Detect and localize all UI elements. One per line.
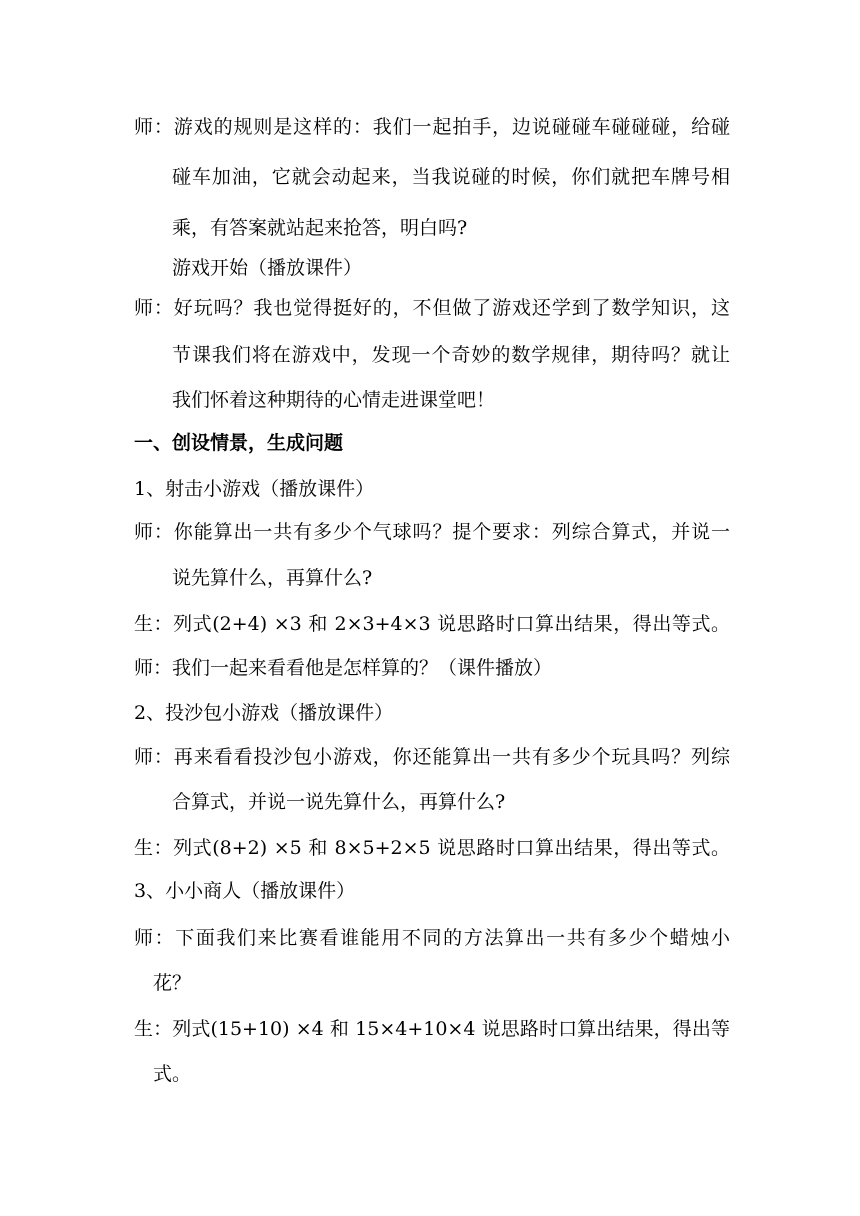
- text-line: [134, 612, 730, 636]
- text-line: 1、射击小游戏（播放课件）: [134, 478, 375, 500]
- text-line: 2、投沙包小游戏（播放课件）: [134, 702, 394, 724]
- text-line-content: 师：你能算出一共有多少个气球吗？提个要求：列综合算式，并说一: [134, 521, 730, 543]
- text-line: 说先算什么，再算什么?: [172, 567, 373, 589]
- text-line: [134, 926, 730, 950]
- text-line-content: 师：好玩吗？我也觉得挺好的，不但做了游戏还学到了数学知识，这: [134, 297, 730, 319]
- text-line-content: 生：列式(2+4) ×3 和 2×3+4×3 说思路时口算出结果，得出等式。: [134, 613, 730, 635]
- text-line: 乘，有答案就站起来抢答，明白吗?: [172, 217, 468, 239]
- text-line-content: 碰车加油，它就会动起来，当我说碰的时候，你们就把车牌号相: [172, 166, 730, 188]
- text-line-content: 生：列式(15+10) ×4 和 15×4+10×4 说思路时口算出结果，得出等: [134, 1018, 730, 1040]
- text-line: 合算式，并说一说先算什么，再算什么?: [172, 791, 506, 813]
- text-line: 师：我们一起来看看他是怎样算的？（课件播放）: [134, 657, 553, 679]
- text-line-content: 师：游戏的规则是这样的：我们一起拍手，边说碰碰车碰碰碰，给碰: [134, 116, 730, 138]
- text-line-content: 生：列式(8+2) ×5 和 8×5+2×5 说思路时口算出结果，得出等式。: [134, 837, 730, 859]
- text-line: 我们怀着这种期待的心情走进课堂吧！: [172, 389, 496, 411]
- text-line: [134, 115, 730, 139]
- text-line: [134, 520, 730, 544]
- text-line: 游戏开始（播放课件）: [172, 257, 363, 279]
- text-line: [172, 165, 730, 189]
- text-line: 式。: [153, 1063, 192, 1085]
- text-line-content: 师：下面我们来比赛看谁能用不同的方法算出一共有多少个蜡烛小: [134, 927, 730, 949]
- text-line: [134, 836, 730, 860]
- text-line: [134, 1017, 730, 1041]
- text-line-content: 节课我们将在游戏中，发现一个奇妙的数学规律，期待吗？就让: [172, 344, 730, 366]
- text-line: 花？: [153, 972, 192, 994]
- text-line: [172, 343, 730, 367]
- text-line: 3、小小商人（播放课件）: [134, 880, 356, 902]
- text-line: [134, 296, 730, 320]
- text-line: [134, 745, 730, 769]
- text-line-content: 师：再来看看投沙包小游戏，你还能算出一共有多少个玩具吗？列综: [134, 746, 730, 768]
- section-heading: 一、创设情景，生成问题: [134, 432, 344, 454]
